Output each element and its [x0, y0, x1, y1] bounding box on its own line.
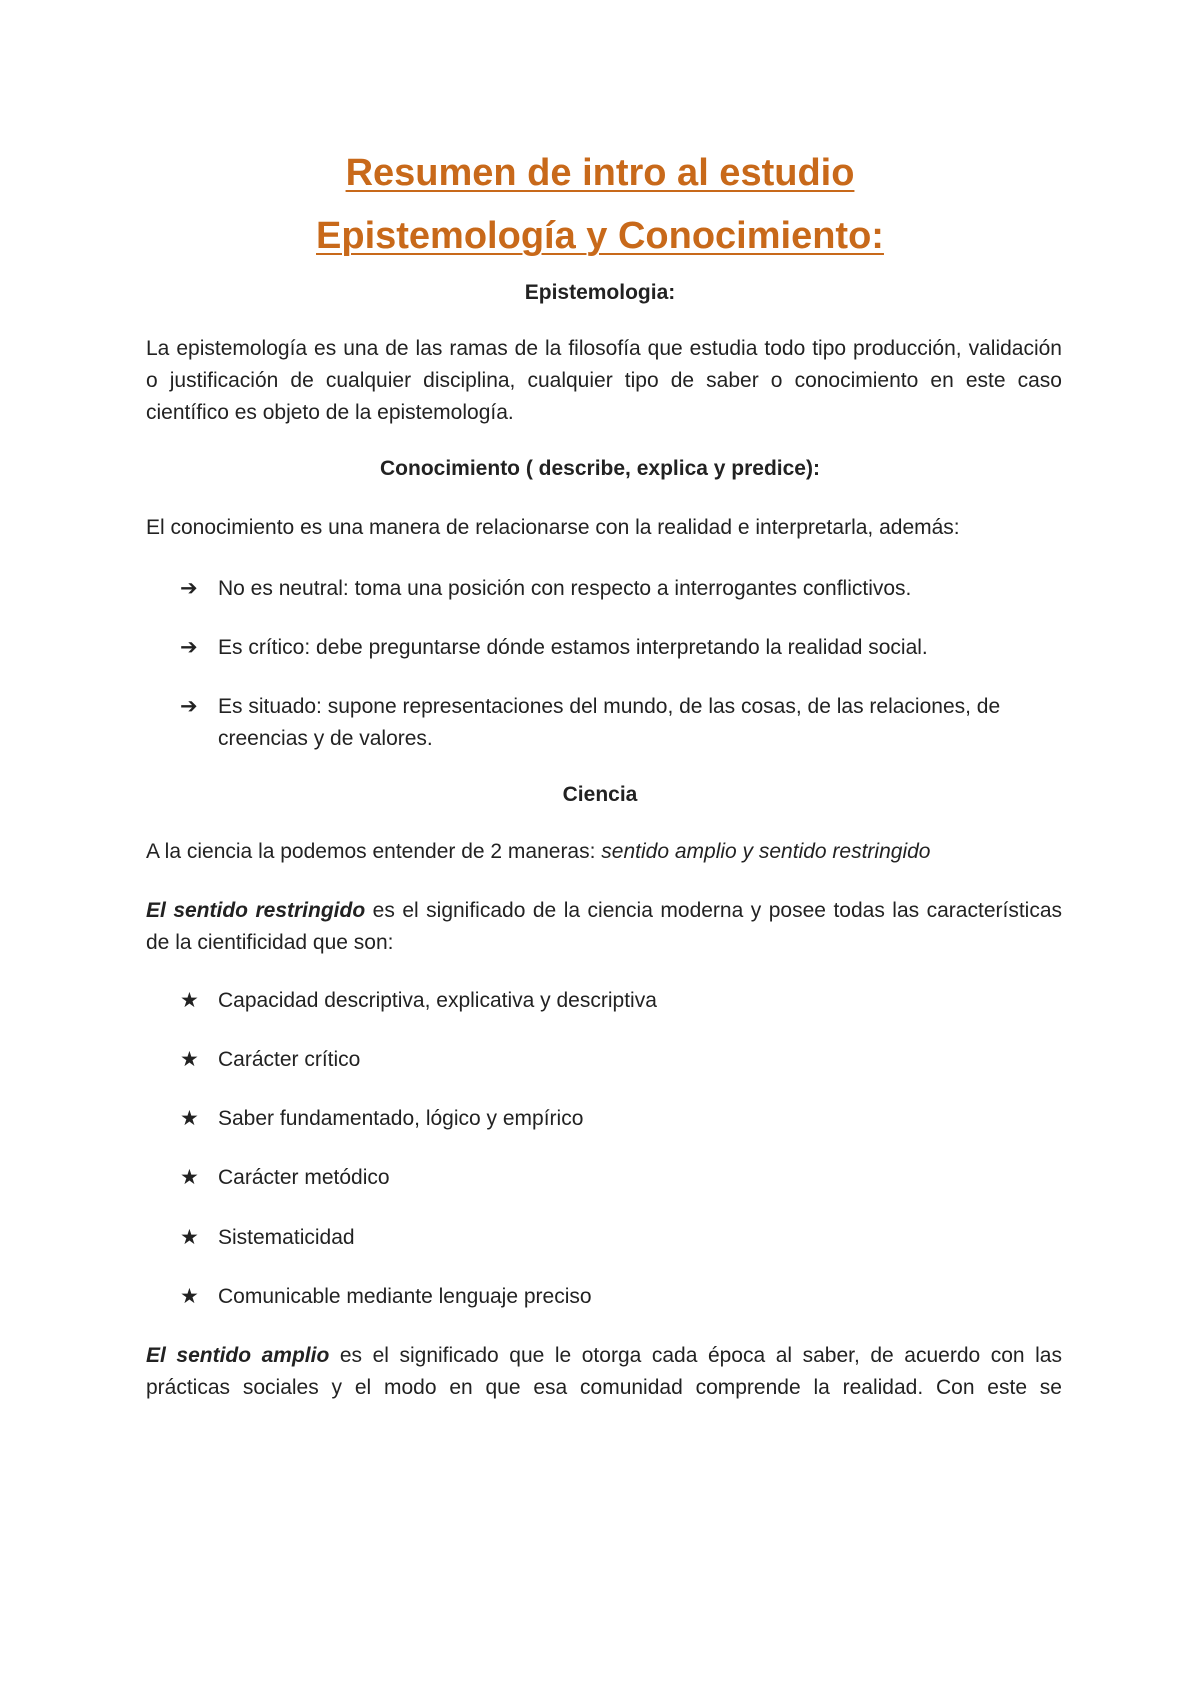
list-item-text: No es neutral: toma una posición con respecto a interrogantes conflictivos.: [218, 577, 912, 600]
list-item: [180, 691, 1062, 755]
paragraph-conocimiento: El conocimiento es una manera de relacionarse con la realidad e interpretarla, además:: [146, 516, 960, 539]
term-sentido-restringido: El sentido restringido: [146, 899, 366, 922]
arrow-right-icon: ➔: [180, 695, 198, 718]
list-item-text: Comunicable mediante lenguaje preciso: [218, 1285, 592, 1308]
star-icon: ★: [180, 1107, 199, 1130]
list-item: [180, 1162, 1062, 1194]
list-item-text: Saber fundamentado, lógico y empírico: [218, 1107, 584, 1130]
term-sentido-amplio: El sentido amplio: [146, 1344, 330, 1367]
list-item-text: Capacidad descriptiva, explicativa y descriptiva: [218, 989, 657, 1012]
heading-epistemologia: Epistemologia:: [524, 281, 676, 304]
star-icon: ★: [180, 1166, 199, 1189]
paragraph-sentido-restringido: [146, 895, 1062, 959]
document-title-line-1: Resumen de intro al estudio: [345, 152, 855, 194]
sentido-amplio-text: es el significado que le otorga cada época al saber, de acuerdo con las prácticas sociales y el modo en que esa comunidad comprende la realidad. Con este se: [146, 1344, 1062, 1399]
star-icon: ★: [180, 1226, 199, 1249]
list-item: [180, 1044, 1062, 1076]
star-icon: ★: [180, 1285, 199, 1308]
list-item-text: Carácter metódico: [218, 1166, 390, 1189]
list-item: [180, 573, 1062, 605]
list-item-text: Es situado: supone representaciones del mundo, de las cosas, de las relaciones, de creencias y de valores.: [218, 695, 1001, 750]
arrow-right-icon: ➔: [180, 577, 198, 600]
paragraph-ciencia-intro: [146, 836, 1062, 868]
list-item-text: Es crítico: debe preguntarse dónde estamos interpretando la realidad social.: [218, 636, 928, 659]
list-item-text: Carácter crítico: [218, 1048, 361, 1071]
paragraph-sentido-amplio: [146, 1340, 1062, 1404]
ciencia-intro-text: A la ciencia la podemos entender de 2 maneras:: [146, 840, 602, 863]
sentido-restringido-text: es el significado de la ciencia moderna y posee todas las características de la cientificidad que son:: [146, 899, 1063, 954]
star-icon: ★: [180, 989, 199, 1012]
heading-ciencia: Ciencia: [562, 783, 638, 806]
paragraph-epistemologia: La epistemología es una de las ramas de la filosofía que estudia todo tipo producción, validación o justificación de cualquier disciplina, cualquier tipo de saber o conocimiento en este caso científico es objeto de la epistemología.: [146, 337, 1062, 424]
list-item: [180, 1281, 1062, 1313]
arrow-right-icon: ➔: [180, 636, 198, 659]
list-item-text: Sistematicidad: [218, 1226, 355, 1249]
star-icon: ★: [180, 1048, 199, 1071]
list-item: [180, 1103, 1062, 1135]
document-title-line-2: Epistemología y Conocimiento:: [316, 215, 884, 257]
list-item: [180, 985, 1062, 1017]
list-item: [180, 1222, 1062, 1254]
heading-conocimiento: Conocimiento ( describe, explica y predice):: [380, 457, 820, 480]
list-item: [180, 632, 1062, 664]
ciencia-intro-emphasis: sentido amplio y sentido restringido: [601, 840, 931, 863]
